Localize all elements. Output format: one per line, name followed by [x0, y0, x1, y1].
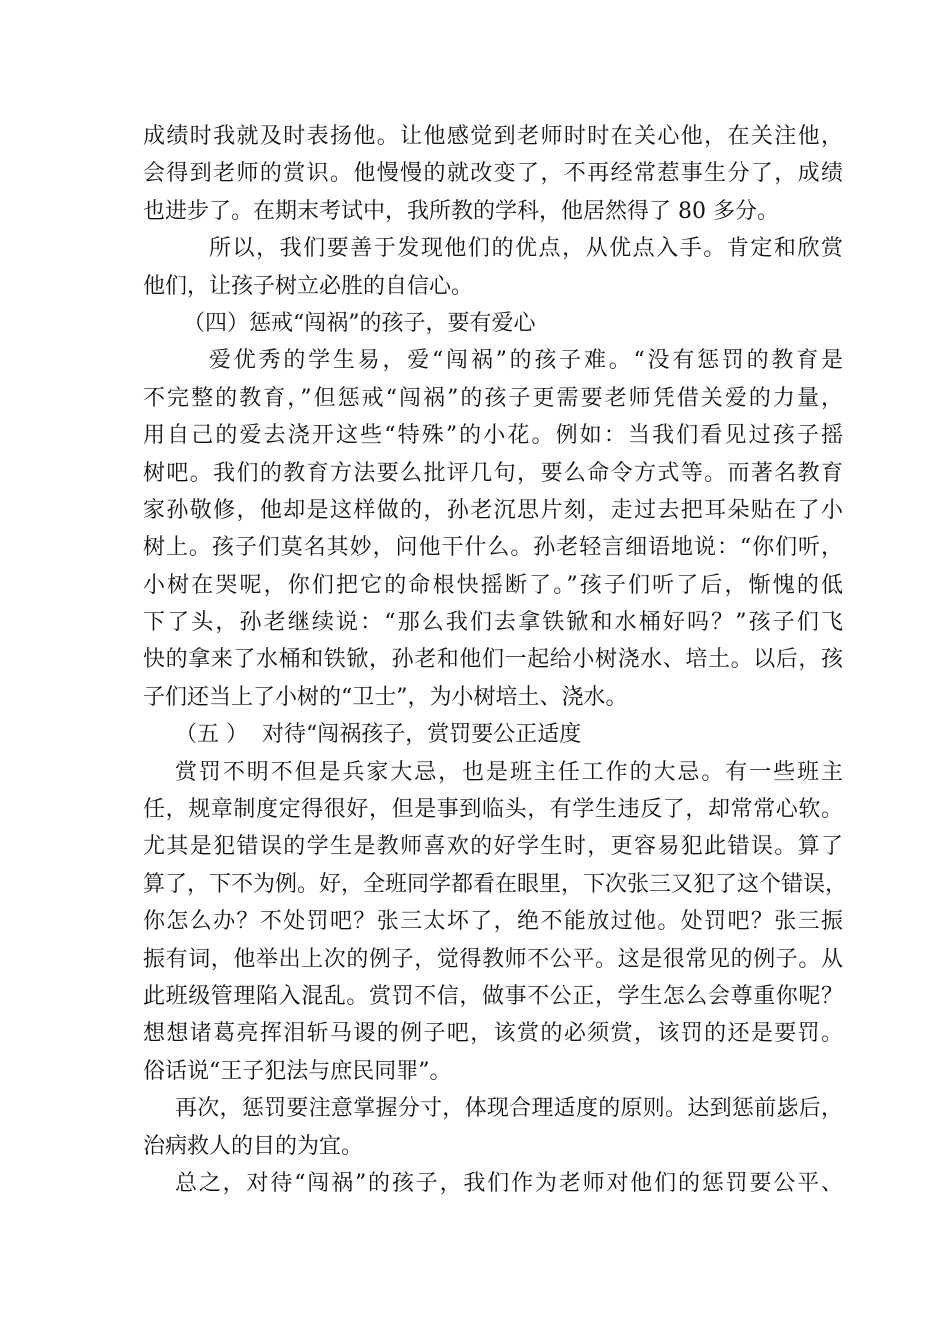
text-line: 想想诸葛亮挥泪斩马谡的例子吧，该赏的必须赏，该罚的还是要罚。 — [143, 1021, 843, 1047]
text-line: 成绩时我就及时表扬他。让他感觉到老师时时在关心他，在关注他， — [143, 124, 843, 149]
heading-text: （四）惩戒“闯祸”的孩子，要有爱心 — [183, 310, 536, 336]
text-line: 你怎么办？不处罚吧？张三太坏了，绝不能放过他。处罚吧？张三振 — [143, 909, 843, 935]
text-line: 不完整的教育，”但惩戒“闯祸”的孩子更需要老师凭借关爱的力量， — [143, 385, 843, 411]
text-line: 再次，惩罚要注意掌握分寸，体现合理适度的原则。达到惩前毖后， — [175, 1096, 843, 1122]
paragraph — [143, 230, 843, 305]
text-line: 振有词，他举出上次的例子，觉得教师不公平。这是很常见的例子。从 — [143, 946, 843, 972]
text-line: 爱优秀的学生易，爱“闯祸”的孩子难。“没有惩罚的教育是 — [209, 348, 843, 374]
text-line: 树上。孩子们莫名其妙，问他干什么。孙老轻言细语地说：“你们听， — [143, 535, 843, 561]
text-line: 也进步了。在期末考试中，我所教的学科，他居然得了 80 多分。 — [143, 198, 779, 224]
text-line: 会得到老师的赏识。他慢慢的就改变了，不再经常惹事生分了，成绩 — [143, 161, 843, 187]
document-body — [143, 118, 848, 1202]
paragraph — [143, 118, 843, 230]
text-line: 俗话说“王子犯法与庶民同罪”。 — [143, 1058, 452, 1084]
text-line: 用自己的爱去浇开这些“特殊”的小花。例如：当我们看见过孩子摇 — [143, 423, 843, 449]
text-line: 尤其是犯错误的学生是教师喜欢的好学生时，更容易犯此错误。算了 — [143, 834, 843, 860]
text-line: 所以，我们要善于发现他们的优点，从优点入手。肯定和欣赏 — [209, 236, 843, 262]
text-line: 他们，让孩子树立必胜的自信心。 — [143, 273, 474, 299]
text-line: 家孙敬修，他却是这样做的，孙老沉思片刻，走过去把耳朵贴在了小 — [143, 497, 843, 523]
text-line: 快的拿来了水桶和铁锨，孙老和他们一起给小树浇水、培土。以后，孩 — [143, 647, 843, 673]
text-line: 赏罚不明不但是兵家大忌，也是班主任工作的大忌。有一些班主 — [175, 759, 843, 785]
text-line: 算了，下不为例。好，全班同学都看在眼里，下次张三又犯了这个错误， — [143, 871, 848, 897]
text-line: 下了头，孙老继续说：“那么我们去拿铁锨和水桶好吗？”孩子们飞 — [143, 610, 843, 636]
text-line: 任，规章制度定得很好，但是事到临头，有学生违反了，却常常心软。 — [143, 797, 843, 823]
text-line: 树吧。我们的教育方法要么批评几句，要么命令方式等。而著名教育 — [143, 460, 843, 486]
text-line: 子们还当上了小树的“卫士”，为小树培土、浇水。 — [143, 684, 628, 710]
heading-text: （五 ） 对待“闯祸孩子，赏罚要公正适度 — [175, 722, 582, 748]
text-line: 治病救人的目的为宜。 — [143, 1133, 364, 1159]
paragraph — [143, 1090, 843, 1165]
paragraph — [143, 342, 843, 716]
paragraph — [143, 754, 848, 1091]
text-line: 小树在哭呢，你们把它的命根快摇断了。”孩子们听了后，惭愧的低 — [143, 572, 843, 598]
paragraph — [143, 1165, 843, 1202]
text-line: 总之，对待“闯祸”的孩子，我们作为老师对他们的惩罚要公平、 — [175, 1170, 843, 1196]
text-line: 此班级管理陷入混乱。赏罚不信，做事不公正，学生怎么会尊重你呢？ — [143, 983, 843, 1009]
section-heading-4 — [143, 305, 843, 342]
section-heading-5 — [143, 716, 843, 753]
